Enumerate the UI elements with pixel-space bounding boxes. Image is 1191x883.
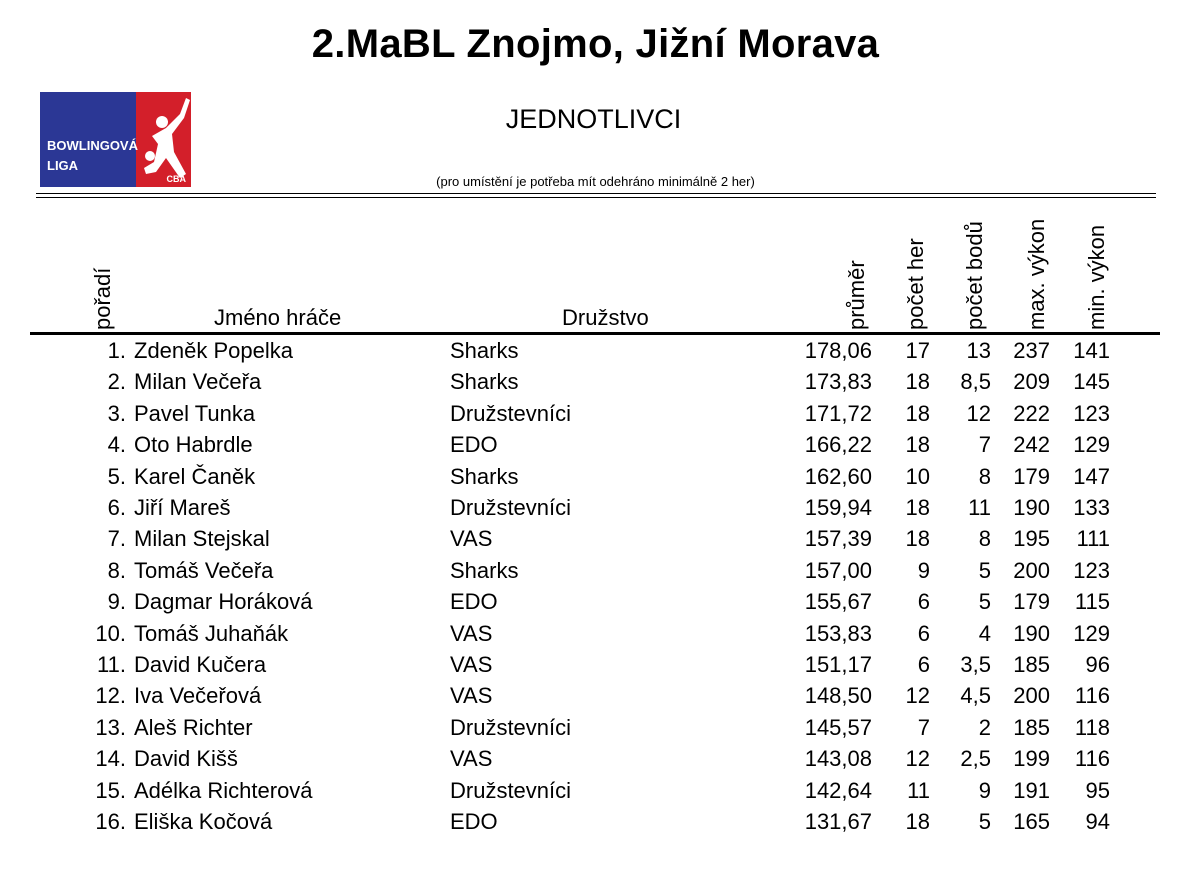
max-score-cell: 199 [1013, 746, 1050, 772]
games-cell: 10 [905, 463, 930, 489]
average-cell: 143,08 [804, 746, 872, 772]
min-score-cell: 147 [1073, 463, 1110, 489]
min-score-cell: 116 [1074, 746, 1110, 772]
max-score-cell: 191 [1013, 777, 1050, 803]
rank-cell: 12. [95, 683, 126, 709]
games-cell: 17 [905, 338, 930, 363]
header-points: počet bodů [962, 221, 987, 330]
max-score-cell: 200 [1013, 557, 1050, 583]
min-score-cell: 116 [1074, 683, 1110, 709]
header-team: Družstvo [562, 305, 649, 330]
page-subtitle [0, 104, 1191, 135]
rank-cell: 11. [97, 652, 126, 677]
average-cell: 178,06 [804, 338, 872, 363]
points-cell: 8 [978, 526, 991, 552]
games-cell: 12 [905, 683, 930, 709]
games-cell: 6 [917, 589, 930, 615]
page-title: 2.MaBL Znojmo, Jižní Morava [311, 22, 880, 66]
min-score-cell: 129 [1073, 620, 1110, 646]
games-cell: 6 [917, 652, 930, 677]
games-cell: 7 [917, 714, 930, 740]
player-name-cell: Aleš Richter [134, 714, 253, 740]
points-cell: 11 [968, 495, 991, 520]
rank-cell: 6. [107, 495, 126, 520]
table-row [0, 398, 1191, 429]
min-score-cell: 115 [1074, 589, 1110, 615]
points-cell: 5 [978, 589, 991, 615]
table-row [0, 586, 1191, 617]
team-cell: VAS [450, 683, 493, 709]
team-cell: Sharks [450, 369, 519, 395]
table-row [0, 335, 1191, 366]
player-name-cell: Oto Habrdle [134, 432, 253, 458]
average-cell: 148,50 [804, 683, 872, 709]
table-row [0, 649, 1191, 680]
logo-text [47, 136, 138, 176]
logo-badge: CBA [166, 174, 186, 184]
table-row [0, 492, 1191, 523]
team-cell: VAS [450, 526, 493, 552]
average-cell: 157,00 [804, 557, 872, 583]
max-score-cell: 237 [1013, 338, 1050, 363]
player-name-cell: Milan Večeřa [134, 369, 262, 395]
max-score-cell: 222 [1013, 400, 1050, 426]
games-cell: 18 [905, 432, 930, 458]
average-cell: 155,67 [804, 589, 872, 615]
player-name-cell: Milan Stejskal [134, 526, 270, 552]
points-cell: 9 [978, 777, 991, 803]
games-cell: 18 [905, 495, 930, 520]
team-cell: Družstevníci [450, 400, 572, 426]
team-cell: VAS [450, 620, 493, 646]
player-name-cell: Adélka Richterová [134, 777, 313, 803]
min-score-cell: 96 [1085, 652, 1110, 677]
points-cell: 13 [966, 338, 991, 363]
logo-line-1: BOWLINGOVÁ [47, 138, 138, 153]
player-name-cell: Pavel Tunka [134, 400, 256, 426]
games-cell: 11 [907, 777, 930, 803]
player-name-cell: Eliška Kočová [134, 809, 273, 834]
header-games: počet her [903, 238, 928, 330]
rank-cell: 16. [95, 809, 126, 834]
average-cell: 171,72 [804, 400, 872, 426]
team-cell: Sharks [450, 463, 519, 489]
average-cell: 157,39 [804, 526, 872, 552]
rank-cell: 14. [95, 746, 126, 772]
rank-cell: 5. [107, 463, 126, 489]
max-score-cell: 185 [1013, 652, 1050, 677]
points-cell: 8,5 [960, 369, 991, 395]
min-score-cell: 123 [1073, 557, 1110, 583]
max-score-cell: 179 [1013, 589, 1050, 615]
points-cell: 8 [978, 463, 991, 489]
rank-cell: 3. [107, 400, 126, 426]
divider-bottom [36, 197, 1156, 198]
max-score-cell: 242 [1013, 432, 1050, 458]
average-cell: 145,57 [804, 714, 872, 740]
games-cell: 6 [917, 620, 930, 646]
min-score-cell: 111 [1076, 526, 1110, 552]
team-cell: VAS [450, 652, 493, 677]
rank-cell: 15. [95, 777, 126, 803]
player-name-cell: Karel Čaněk [134, 463, 256, 489]
team-cell: EDO [450, 589, 498, 615]
qualification-note: (pro umístění je potřeba mít odehráno minimálně 2 her) [436, 174, 755, 189]
header-rank: pořadí [90, 267, 115, 330]
max-score-cell: 209 [1013, 369, 1050, 395]
max-score-cell: 190 [1013, 620, 1050, 646]
table-row [0, 712, 1191, 743]
points-cell: 3,5 [960, 652, 991, 677]
team-cell: Sharks [450, 557, 519, 583]
max-score-cell: 165 [1013, 809, 1050, 834]
games-cell: 9 [917, 557, 930, 583]
min-score-cell: 141 [1073, 338, 1110, 363]
min-score-cell: 94 [1085, 809, 1110, 834]
games-cell: 12 [905, 746, 930, 772]
games-cell: 18 [905, 400, 930, 426]
logo-line-2: LIGA [47, 158, 79, 173]
min-score-cell: 129 [1073, 432, 1110, 458]
games-cell: 18 [905, 809, 930, 834]
min-score-cell: 118 [1074, 714, 1110, 740]
average-cell: 142,64 [804, 777, 872, 803]
points-cell: 7 [978, 432, 991, 458]
average-cell: 166,22 [804, 432, 872, 458]
average-cell: 173,83 [804, 369, 872, 395]
max-score-cell: 200 [1013, 683, 1050, 709]
table-row [0, 429, 1191, 460]
team-cell: EDO [450, 809, 498, 834]
table-row [0, 743, 1191, 774]
player-name-cell: Tomáš Večeřa [134, 557, 274, 583]
player-name-cell: Tomáš Juhaňák [134, 620, 289, 646]
player-name-cell: Dagmar Horáková [134, 589, 313, 615]
player-name-cell: Zdeněk Popelka [134, 338, 293, 363]
rank-cell: 2. [107, 369, 126, 395]
header-max: max. výkon [1024, 218, 1049, 330]
rank-cell: 1. [107, 338, 126, 363]
rank-cell: 10. [95, 620, 126, 646]
rank-cell: 9. [107, 589, 126, 615]
max-score-cell: 185 [1013, 714, 1050, 740]
average-cell: 153,83 [804, 620, 872, 646]
points-cell: 4,5 [960, 683, 991, 709]
rank-cell: 8. [107, 557, 126, 583]
divider-top [36, 193, 1156, 194]
max-score-cell: 179 [1013, 463, 1050, 489]
table-row [0, 618, 1191, 649]
points-cell: 2 [978, 714, 991, 740]
rank-cell: 7. [107, 526, 126, 552]
rank-cell: 13. [95, 714, 126, 740]
table-row [0, 523, 1191, 554]
table-row [0, 775, 1191, 806]
min-score-cell: 123 [1073, 400, 1110, 426]
table-row [0, 366, 1191, 397]
points-cell: 5 [978, 557, 991, 583]
points-cell: 12 [966, 400, 991, 426]
table-row [0, 680, 1191, 711]
points-cell: 5 [978, 809, 991, 834]
team-cell: VAS [450, 746, 493, 772]
average-cell: 151,17 [804, 652, 872, 677]
min-score-cell: 95 [1085, 777, 1110, 803]
table-row [0, 555, 1191, 586]
games-cell: 18 [905, 526, 930, 552]
max-score-cell: 190 [1013, 495, 1050, 520]
points-cell: 2,5 [960, 746, 991, 772]
games-cell: 18 [905, 369, 930, 395]
rank-cell: 4. [107, 432, 126, 458]
team-cell: Družstevníci [450, 777, 572, 803]
header-min: min. výkon [1084, 224, 1109, 330]
min-score-cell: 133 [1073, 495, 1110, 520]
header-name: Jméno hráče [214, 305, 342, 330]
average-cell: 159,94 [804, 495, 872, 520]
average-cell: 131,67 [804, 809, 872, 834]
team-cell: Družstevníci [450, 714, 572, 740]
player-name-cell: Jiří Mareš [134, 495, 231, 520]
points-cell: 4 [978, 620, 991, 646]
player-name-cell: David Kučera [134, 652, 267, 677]
max-score-cell: 195 [1013, 526, 1050, 552]
team-cell: Sharks [450, 338, 519, 363]
player-name-cell: Iva Večeřová [134, 683, 262, 709]
team-cell: Družstevníci [450, 495, 572, 520]
header-average: průměr [844, 260, 869, 330]
min-score-cell: 145 [1073, 369, 1110, 395]
team-cell: EDO [450, 432, 498, 458]
page-subtitle-text: JEDNOTLIVCI [505, 104, 682, 134]
average-cell: 162,60 [804, 463, 872, 489]
player-name-cell: David Kišš [134, 746, 238, 772]
table-row [0, 806, 1191, 837]
table-row [0, 461, 1191, 492]
